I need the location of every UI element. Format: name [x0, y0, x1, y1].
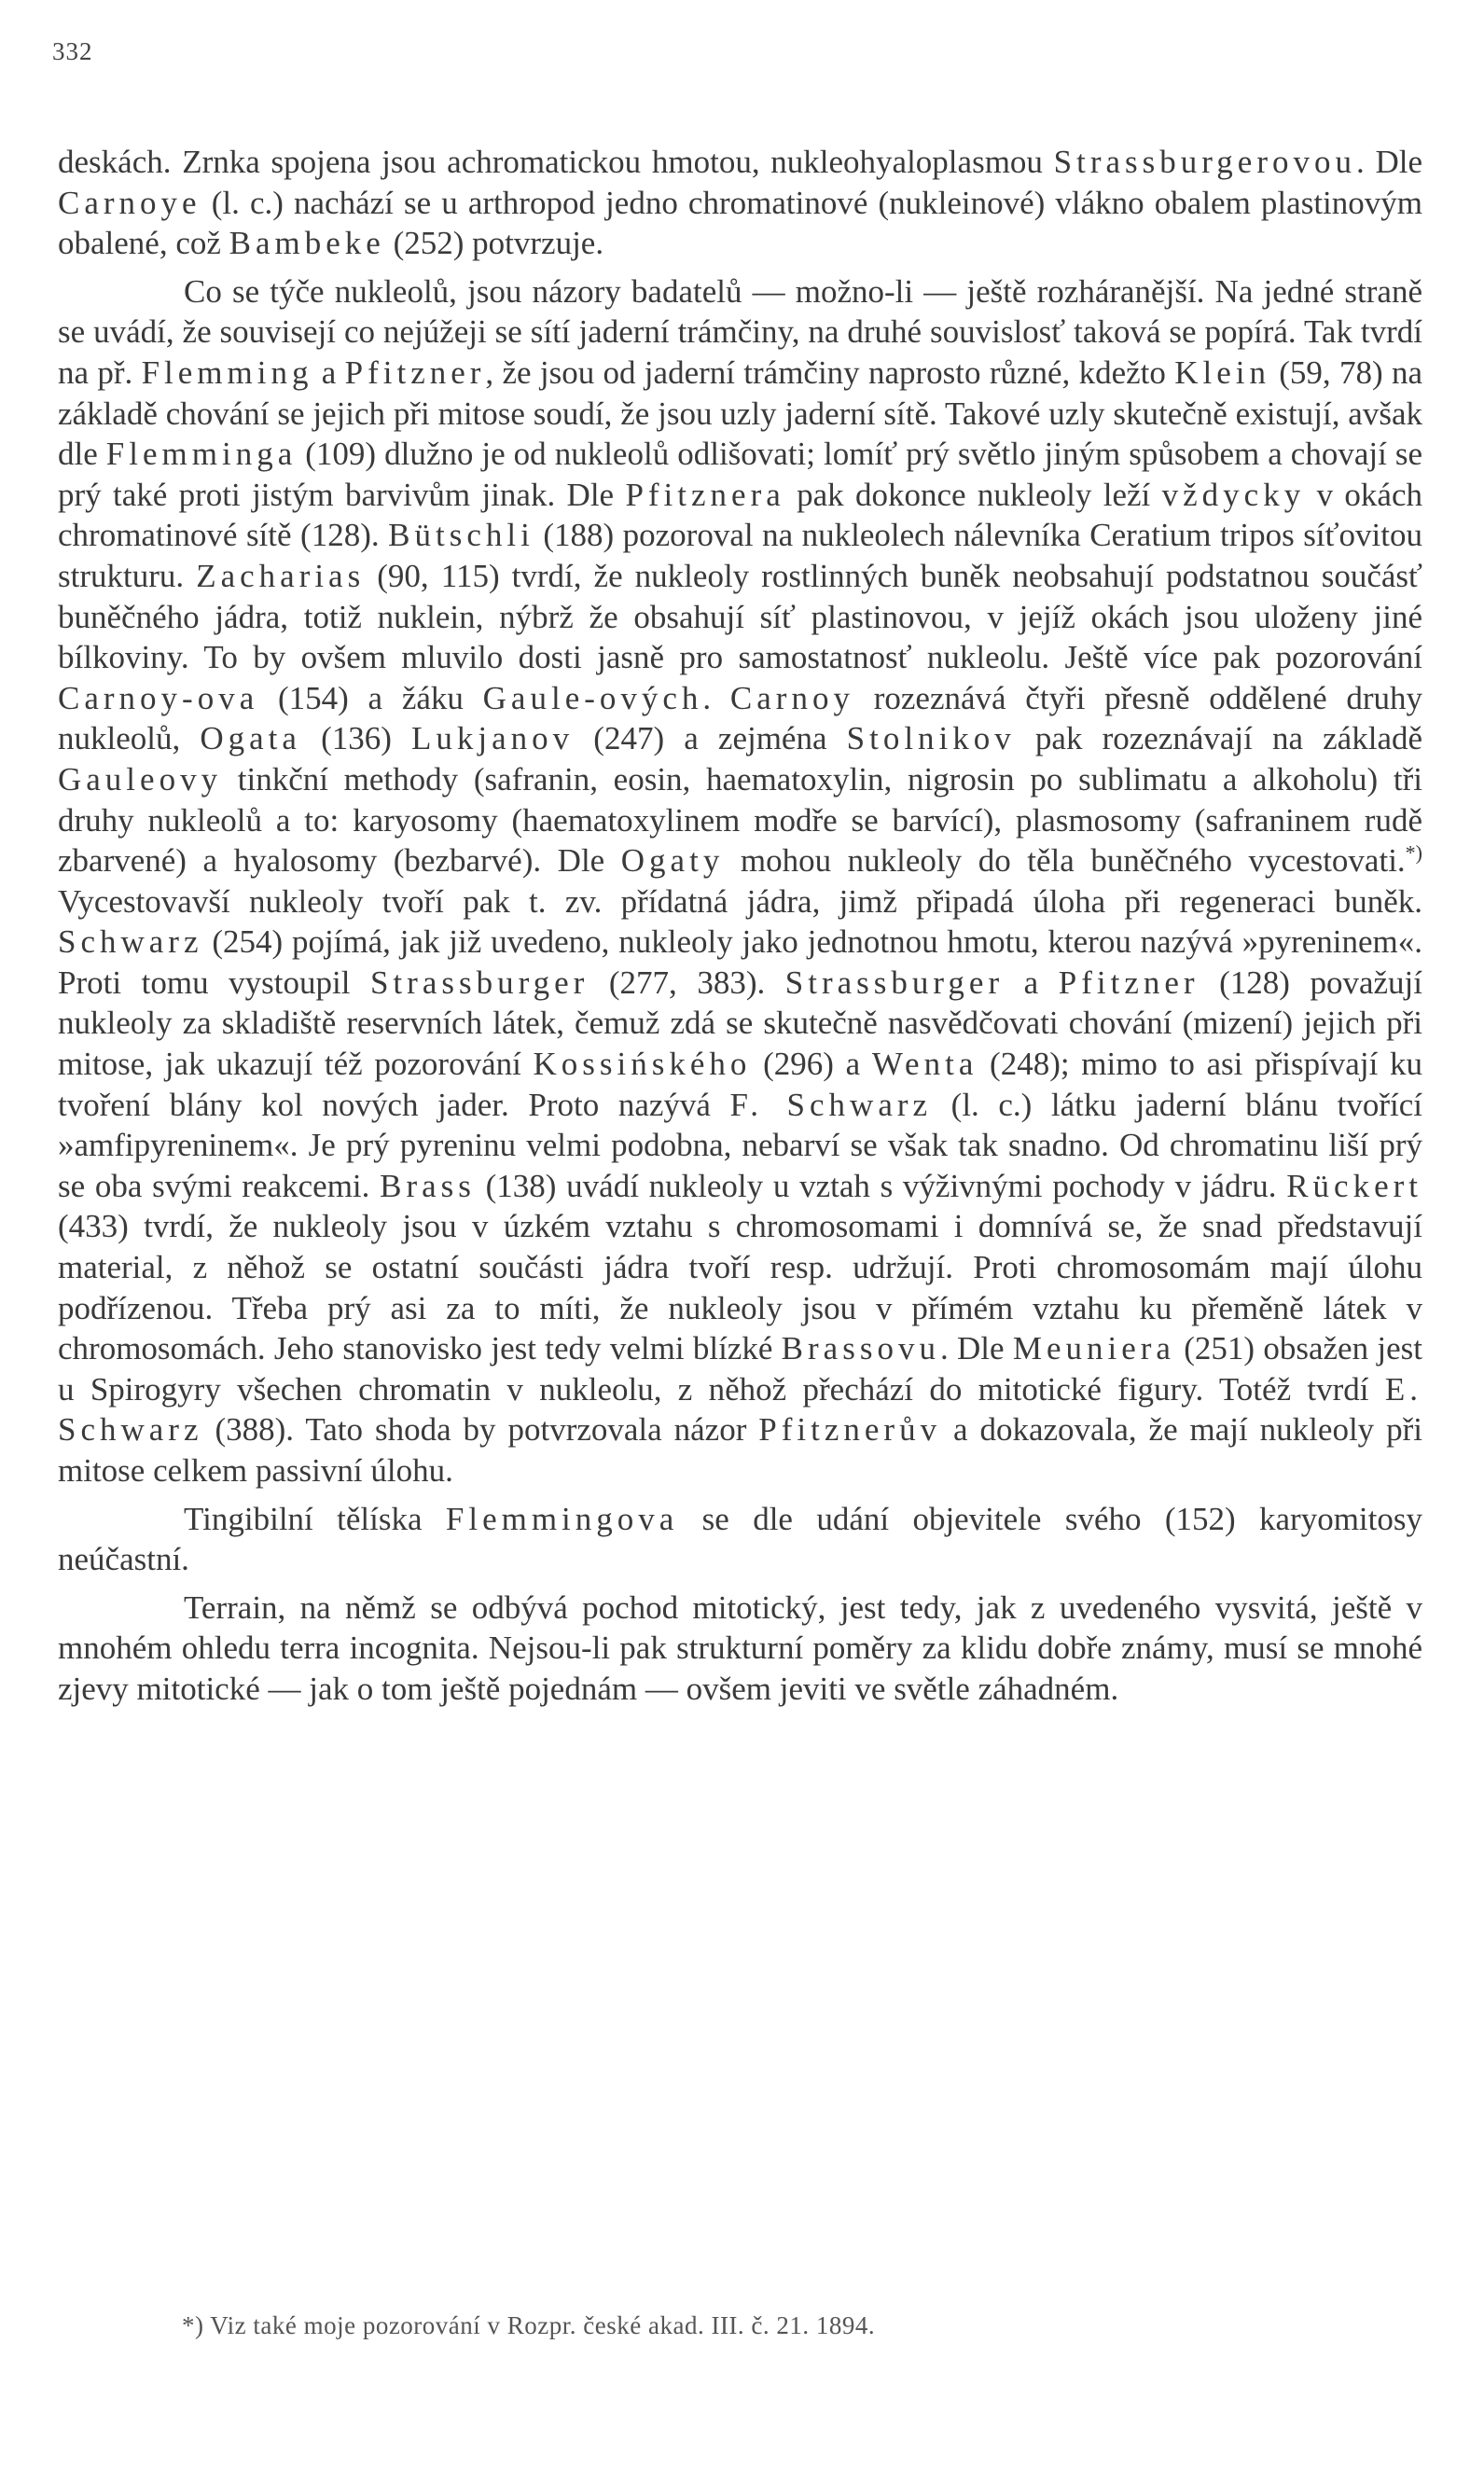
text-run: (136) — [300, 720, 412, 757]
body-text — [58, 142, 1422, 1710]
spaced-author-name: Gauleovy — [58, 760, 223, 798]
text-run: pak dokonce nukleoly leží — [784, 476, 1162, 513]
text-run: se dle udání objevitele svého (152) karyomitosy neúčastní. — [58, 1500, 1422, 1578]
text-run: , že jsou od jaderní trámčiny naprosto různé, kdežto — [485, 354, 1175, 391]
spaced-author-name: Meuniera — [1012, 1330, 1175, 1367]
footnote: *) Viz také moje pozorování v Rozpr. české akad. III. č. 21. 1894. — [182, 2311, 876, 2339]
spaced-author-name: Bütschli — [388, 517, 534, 554]
spaced-author-name: Bambeke — [229, 225, 385, 262]
text-run: (154) a žáku — [258, 679, 483, 716]
text-run: (254) pojímá, jak již uvedeno, nukleoly jako jednotnou hmotu, kterou nazývá »pyreninem«. Proti tomu vystoupil — [58, 923, 1422, 1001]
spaced-author-name: Carnoye — [58, 184, 201, 221]
spaced-author-name: Lukjanov — [411, 720, 575, 757]
text-run: deskách. Zrnka spojena jsou achromatickou hmotou, nukleohyaloplasmou — [58, 144, 1054, 180]
spaced-author-name: Pfitzner — [344, 354, 486, 391]
text-run: (128) považují nukleoly za skladiště reservních látek, čemuž zdá se skutečně nasvědčovati chování (mizení) jejich při mitose, jak ukazují též pozorování — [58, 964, 1422, 1083]
spaced-author-name: Ogaty — [620, 842, 725, 880]
page-number: 332 — [52, 37, 93, 65]
text-run: a dokazovala, že mají nukleoly při mitose celkem passivní úlohu. — [58, 1411, 1422, 1489]
footnote-reference: *) — [1405, 840, 1422, 865]
spaced-author-name: Gaule-ových — [482, 679, 703, 716]
spaced-author-name: Flemminga — [105, 436, 298, 473]
text-run: . Dle — [939, 1330, 1013, 1367]
text-run: (252) potvrzuje. — [384, 225, 604, 262]
spaced-author-name: Rückert — [1286, 1167, 1422, 1204]
spaced-author-name: F. Schwarz — [729, 1086, 933, 1123]
text-run: (59, 78) na základě chování se jejich při mitose soudí, že jsou uzly jaderní sítě. Takové uzly skutečně existují, avšak dle — [58, 354, 1422, 473]
paragraph — [58, 1588, 1422, 1710]
spaced-author-name: Pfitznerův — [758, 1411, 942, 1449]
paragraph — [58, 1499, 1422, 1580]
text-run: (251) obsažen jest u Spirogyry všechen chromatin v nukleolu, z něhož přechází do mitotické figury. Totéž tvrdí — [58, 1330, 1422, 1408]
spaced-author-name: Carnoy-ova — [58, 679, 259, 716]
text-run: (188) pozoroval na nukleolech nálevníka Ceratium tripos síťovitou strukturu. — [58, 517, 1422, 594]
text-run: mohou nukleoly do těla buněčného vycestovati. — [724, 842, 1406, 880]
spaced-author-name: Flemmingova — [445, 1500, 679, 1537]
text-run: (l. c.) látku jaderní blánu tvořící »amfipyreninem«. Je prý pyreninu velmi podobna, nebarví se však tak snadno. Od chromatinu liší prý se oba svými reakcemi. — [58, 1086, 1422, 1204]
spaced-author-name: vždycky — [1161, 476, 1306, 513]
spaced-author-name: Pfitzner — [1058, 964, 1200, 1001]
paragraph — [58, 142, 1422, 264]
text-run: v okách chromatinové sítě (128). — [58, 476, 1422, 554]
text-run: tinkční methody (safranin, eosin, haematoxylin, nigrosin po sublimatu a alkoholu) tři druhy nukleolů a to: karyosomy (haematoxylinem modře se barvící), plasmosomy (safraninem rudě zbarvené) a hyalosomy (bezbarvé). Dle — [58, 760, 1422, 880]
text-run: Co se týče nukleolů, jsou názory badatelů — možno-li — ještě rozháranější. Na jedné straně se uvádí, že souvisejí co nejúžeji se sítí jaderní trámčiny, na druhé souvislosť taková se popírá. Tak tvrdí na př. — [58, 272, 1422, 391]
text-run: . — [702, 679, 730, 716]
spaced-author-name: Flemming — [141, 354, 313, 391]
text-run: Vycestovavší nukleoly tvoří pak t. zv. přídatná jádra, jimž připadá úloha při regeneraci buněk. — [58, 882, 1422, 920]
text-run: Tingibilní tělíska — [184, 1500, 446, 1537]
spaced-author-name: Strassburgerovou — [1053, 144, 1356, 180]
text-run: pak rozeznávají na základě — [1015, 720, 1423, 757]
spaced-author-name: Pfitznera — [625, 476, 785, 513]
text-run: (109) dlužno je od nukleolů odlišovati; lomíť prý světlo jiným spůsobem a chovají se prý také proti jistým barvivům jinak. Dle — [58, 436, 1422, 513]
paragraph — [58, 271, 1422, 1491]
spaced-author-name: Schwarz — [58, 923, 203, 961]
spaced-author-name: Zacharias — [196, 557, 366, 594]
text-run: rozeznává čtyři přesně oddělené druhy nukleolů, — [58, 679, 1423, 757]
spaced-author-name: Kossińského — [533, 1046, 752, 1083]
text-run: a — [1004, 964, 1059, 1001]
text-run: a — [312, 354, 345, 391]
spaced-author-name: E. Schwarz — [58, 1370, 1422, 1449]
spaced-author-name: Brass — [380, 1167, 476, 1204]
text-run: (248); mimo to asi přispívají ku tvoření blány kol nových jader. Proto nazývá — [58, 1046, 1422, 1123]
text-run: . Dle — [1355, 144, 1422, 180]
text-run: (296) a — [751, 1046, 872, 1083]
spaced-author-name: Ogata — [200, 720, 301, 757]
spaced-author-name: Brassovu — [781, 1330, 940, 1367]
text-run: (138) uvádí nukleoly u vztah s výživnými pochody v jádru. — [475, 1167, 1287, 1204]
text-run: (277, 383). — [589, 964, 785, 1001]
text-run: (247) a zejména — [574, 720, 847, 757]
spaced-author-name: Carnoy — [729, 679, 854, 716]
text-run: (l. c.) nachází se u arthropod jedno chromatinové (nukleinové) vlákno obalem plastinovým obalené, což — [58, 184, 1422, 262]
text-run: (433) tvrdí, že nukleoly jsou v úzkém vztahu s chromosomami i domnívá se, že snad představují material, z něhož se ostatní součásti jádra tvoří resp. udržují. Proti chromosomám mají úlohu podřízenou. Třeba prý asi za to míti, že nukleoly jsou v přímém vztahu ku přeměně látek v chromosomách. Jeho stanovisko jest tedy velmi blízké — [58, 1208, 1422, 1367]
text-run: Terrain, na němž se odbývá pochod mitotický, jest tedy, jak z uvedeného vysvitá, ještě v mnohém ohledu terra incognita. Nejsou-li pak strukturní poměry za klidu dobře známy, musí se mnohé zjevy mitotické — jak o tom ještě pojednám — ovšem jeviti ve světle záhadném. — [58, 1588, 1422, 1707]
spaced-author-name: Wenta — [871, 1046, 978, 1083]
spaced-author-name: Strassburger — [784, 964, 1005, 1001]
text-run: (90, 115) tvrdí, že nukleoly rostlinných buněk neobsahují podstatnou součásť buněčného jádra, totiž nuklein, nýbrž že obsahují síť plastinovou, v jejíž okách jsou uloženy jiné bílkoviny. To by ovšem mluvilo dosti jasně pro samostatnosť nukleolu. Ještě více pak pozorování — [58, 557, 1422, 676]
spaced-author-name: Strassburger — [369, 964, 589, 1001]
spaced-author-name: Stolnikov — [846, 720, 1016, 757]
text-run: (388). Tato shoda by potvrzovala názor — [202, 1411, 759, 1449]
spaced-author-name: Klein — [1174, 354, 1270, 391]
